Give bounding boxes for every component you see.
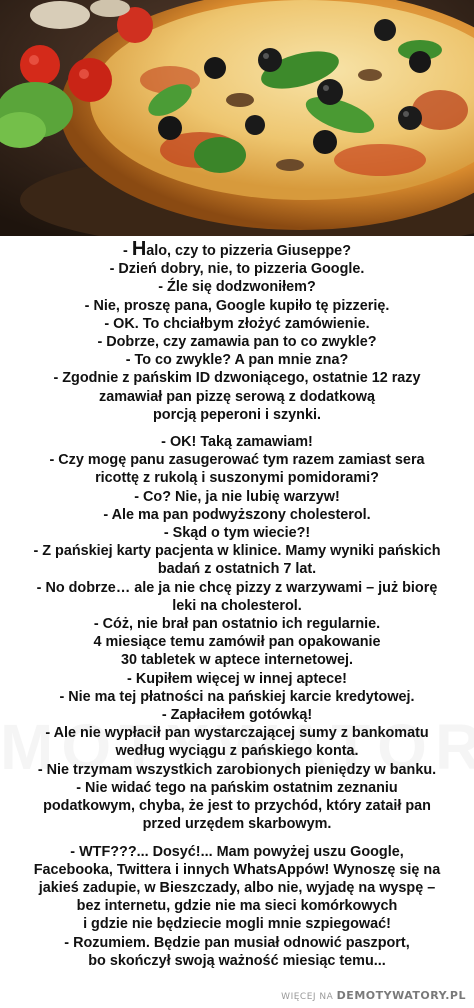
dialogue-line: bo skończył swoją ważność miesiąc temu... bbox=[88, 952, 386, 969]
dialogue-line: porcją peperoni i szynki. bbox=[153, 406, 321, 423]
dialogue-line: i gdzie nie będziecie mogli mnie szpiegować! bbox=[83, 916, 391, 933]
dialogue-line: - Cóż, nie brał pan ostatnio ich regularnie. bbox=[93, 616, 381, 633]
dialogue-line: - Czy mogę panu zasugerować tym razem zamiast sera bbox=[49, 452, 425, 469]
dialogue-line: zamawiał pan pizzę serową z dodatkową bbox=[99, 388, 375, 405]
dialogue-paragraph-2 bbox=[4, 433, 470, 833]
dialogue-line: - Halo, czy to pizzeria Giuseppe? bbox=[123, 238, 351, 260]
dialogue-line: - Co? Nie, ja nie lubię warzyw! bbox=[134, 488, 340, 505]
dialogue-line: - OK. To chciałbym złożyć zamówienie. bbox=[104, 315, 370, 332]
dialogue-line: - Dobrze, czy zamawia pan to co zwykle? bbox=[97, 334, 377, 351]
dialogue-paragraph-3 bbox=[4, 843, 470, 970]
dialogue-line: bez internetu, gdzie nie ma sieci komórkowych bbox=[76, 898, 398, 915]
dialogue-line: - Zgodnie z pańskim ID dzwoniącego, ostatnie 12 razy bbox=[53, 370, 421, 387]
dialogue-line: - Rozumiem. Będzie pan musiał odnowić paszport, bbox=[64, 934, 410, 951]
dialogue-line: - Ale ma pan podwyższony cholesterol. bbox=[103, 506, 371, 523]
dialogue-line: ricottę z rukolą i suszonymi pomidorami? bbox=[95, 470, 379, 487]
dialogue-line: - Zapłaciłem gotówką! bbox=[161, 707, 313, 724]
dialogue-line: - Nie, proszę pana, Google kupiło tę pizzerię. bbox=[84, 297, 390, 314]
footer-prefix: WIĘCEJ NA bbox=[281, 992, 334, 1002]
dialogue-line: - Ale nie wypłacił pan wystarczającej sumy z bankomatu bbox=[45, 725, 429, 742]
dialogue-line: 30 tabletek w aptece internetowej. bbox=[121, 652, 353, 669]
dialogue-line: 4 miesiące temu zamówił pan opakowanie bbox=[93, 634, 381, 651]
first-line-initial: H bbox=[131, 238, 147, 260]
dialogue-line: - Dzień dobry, nie, to pizzeria Google. bbox=[109, 261, 365, 278]
dialogue-line: - No dobrze… ale ja nie chcę pizzy z warzywami – już biorę bbox=[36, 579, 438, 596]
dialogue-line: przed urzędem skarbowym. bbox=[142, 816, 332, 833]
dialogue-line: - Skąd o tym wiecie?! bbox=[163, 525, 311, 542]
dialogue-line: jakieś zadupie, w Bieszczady, albo nie, wyjadę na wyspę – bbox=[38, 879, 436, 896]
dialogue-line: - To co zwykle? A pan mnie zna? bbox=[125, 352, 349, 369]
dialogue-line: według wyciągu z pańskiego konta. bbox=[115, 743, 359, 760]
pizza-illustration bbox=[0, 0, 474, 236]
dialogue-line: podatkowym, chyba, że jest to przychód, który zataił pan bbox=[43, 798, 431, 815]
pizza-photo bbox=[0, 0, 474, 236]
dialogue-line: - Nie widać tego na pańskim ostatnim zeznaniu bbox=[76, 779, 398, 796]
dialogue-line: - Z pańskiej karty pacjenta w klinice. Mamy wyniki pańskich bbox=[33, 543, 441, 560]
dialogue-line: - OK! Taką zamawiam! bbox=[161, 434, 313, 451]
dialogue-line: badań z ostatnich 7 lat. bbox=[157, 561, 317, 578]
footer-brand-link[interactable]: DEMOTYWATORY.PL bbox=[336, 989, 466, 1002]
dialogue-line: - WTF???... Dosyć!... Mam powyżej uszu Google, bbox=[70, 843, 404, 860]
dialogue-paragraph-1 bbox=[4, 240, 470, 424]
first-line-rest: alo, czy to pizzeria Giuseppe? bbox=[146, 243, 351, 259]
dialogue-line: - Źle się dodzwoniłem? bbox=[158, 279, 316, 296]
dialogue-line: - Kupiłem więcej w innej aptece! bbox=[127, 670, 347, 687]
site-footer[interactable] bbox=[281, 989, 466, 1002]
dialogue-line: Facebooka, Twittera i innych WhatsAppów! Wynoszę się na bbox=[33, 861, 441, 878]
dialogue-line: - Nie ma tej płatności na pańskiej karcie kredytowej. bbox=[59, 688, 415, 705]
dialogue-text bbox=[4, 240, 470, 970]
dialogue-line: leki na cholesterol. bbox=[172, 597, 302, 614]
dialogue-line: - Nie trzymam wszystkich zarobionych pieniędzy w banku. bbox=[37, 761, 437, 778]
